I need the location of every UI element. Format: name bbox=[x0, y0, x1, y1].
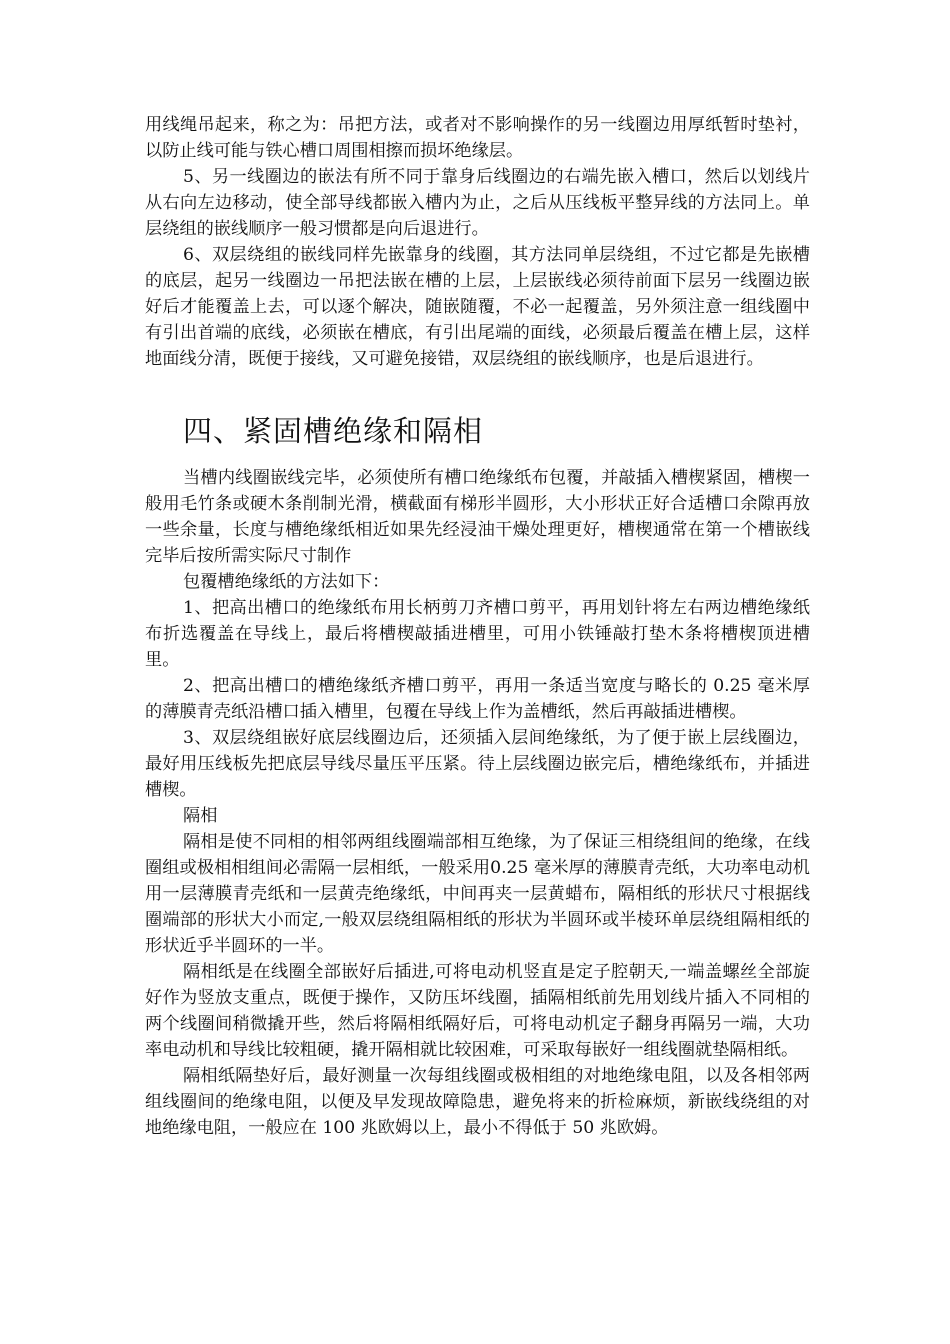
paragraph-method-1: 1、把高出槽口的绝缘纸布用长柄剪刀齐槽口剪平，再用划针将左右两边槽绝缘纸布折选覆盖在导线上，最后将槽楔敲插进槽里，可用小铁锤敲打垫木条将槽楔顶进槽里。 bbox=[145, 598, 810, 670]
paragraph-slot-wedge: 当槽内线圈嵌线完毕，必须使所有槽口绝缘纸布包覆，并敲插入槽楔紧固，槽楔一般用毛竹条或硬木条削制光滑，横截面有梯形半圆形，大小形状正好合适槽口余隙再放一些余量，长度与槽绝缘纸相近如果先经浸油干燥处理更好，槽楔通常在第一个槽嵌线完毕后按所需实际尺寸制作 bbox=[145, 468, 810, 566]
document-page bbox=[145, 112, 810, 1141]
section-heading: 四、紧固槽绝缘和隔相 bbox=[183, 414, 484, 448]
paragraph-step-5: 5、另一线圈边的嵌法有所不同于靠身后线圈边的右端先嵌入槽口，然后以划线片从右向左边移动，使全部导线都嵌入槽内为止，之后从压线板平整异线的方法同上。单层绕组的嵌线顺序一般习惯都是向后退进行。 bbox=[145, 167, 810, 239]
paragraph-insulation-test: 隔相纸隔垫好后，最好测量一次每组线圈或极相组的对地绝缘电阻，以及各相邻两组线圈间的绝缘电阻，以便及早发现故障隐患，避免将来的折检麻烦，新嵌线绕组的对地绝缘电阻，一般应在 100 兆欧姆以上，最小不得低于 50 兆欧姆。 bbox=[145, 1066, 810, 1138]
paragraph-phase-paper-insertion: 隔相纸是在线圈全部嵌好后插进,可将电动机竖直是定子腔朝天,一端盖螺丝全部旋好作为竖放支重点，既便于操作，又防压坏线圈，插隔相纸前先用划线片插入不同相的两个线圈间稍微撬开些，然后将隔相纸隔好后，可将电动机定子翻身再隔另一端，大功率电动机和导线比较粗硬，撬开隔相就比较困难，可采取每嵌好一组线圈就垫隔相纸。 bbox=[145, 962, 810, 1060]
subheading-phase-separation: 隔相 bbox=[183, 806, 218, 826]
paragraph-method-2: 2、把高出槽口的槽绝缘纸齐槽口剪平，再用一条适当宽度与略长的 0.25 毫米厚的薄膜青壳纸沿槽口插入槽里，包覆在导线上作为盖槽纸，然后再敲插进槽楔。 bbox=[145, 676, 810, 722]
paragraph-phase-separation: 隔相是使不同相的相邻两组线圈端部相互绝缘，为了保证三相绕组间的绝缘，在线圈组或极相相组间必需隔一层相纸，一般采用0.25 毫米厚的薄膜青壳纸，大功率电动机用一层薄膜青壳纸和一层黄壳绝缘纸，中间再夹一层黄蜡布，隔相纸的形状尺寸根据线圈端部的形状大小而定,一般双层绕组隔相纸的形状为半圆环或半棱环单层绕组隔相纸的形状近乎半圆环的一半。 bbox=[145, 832, 810, 956]
paragraph-continuation: 用线绳吊起来，称之为：吊把方法，或者对不影响操作的另一线圈边用厚纸暂时垫衬，以防止线可能与铁心槽口周围相擦而损坏绝缘层。 bbox=[145, 115, 810, 161]
paragraph-method-intro: 包覆槽绝缘纸的方法如下： bbox=[183, 572, 390, 592]
paragraph-step-6: 6、双层绕组的嵌线同样先嵌靠身的线圈，其方法同单层绕组，不过它都是先嵌槽的底层，起另一线圈边一吊把法嵌在槽的上层，上层嵌线必须待前面下层另一线圈边嵌好后才能覆盖上去，可以逐个解决，随嵌随覆，不必一起覆盖，另外须注意一组线圈中有引出首端的底线，必须嵌在槽底，有引出尾端的面线，必须最后覆盖在槽上层，这样地面线分清，既便于接线，又可避免接错，双层绕组的嵌线顺序，也是后退进行。 bbox=[145, 245, 810, 369]
paragraph-method-3: 3、双层绕组嵌好底层线圈边后，还须插入层间绝缘纸，为了便于嵌上层线圈边，最好用压线板先把底层导线尽量压平压紧。待上层线圈边嵌完后，槽绝缘纸布，并插进槽楔。 bbox=[145, 728, 810, 800]
